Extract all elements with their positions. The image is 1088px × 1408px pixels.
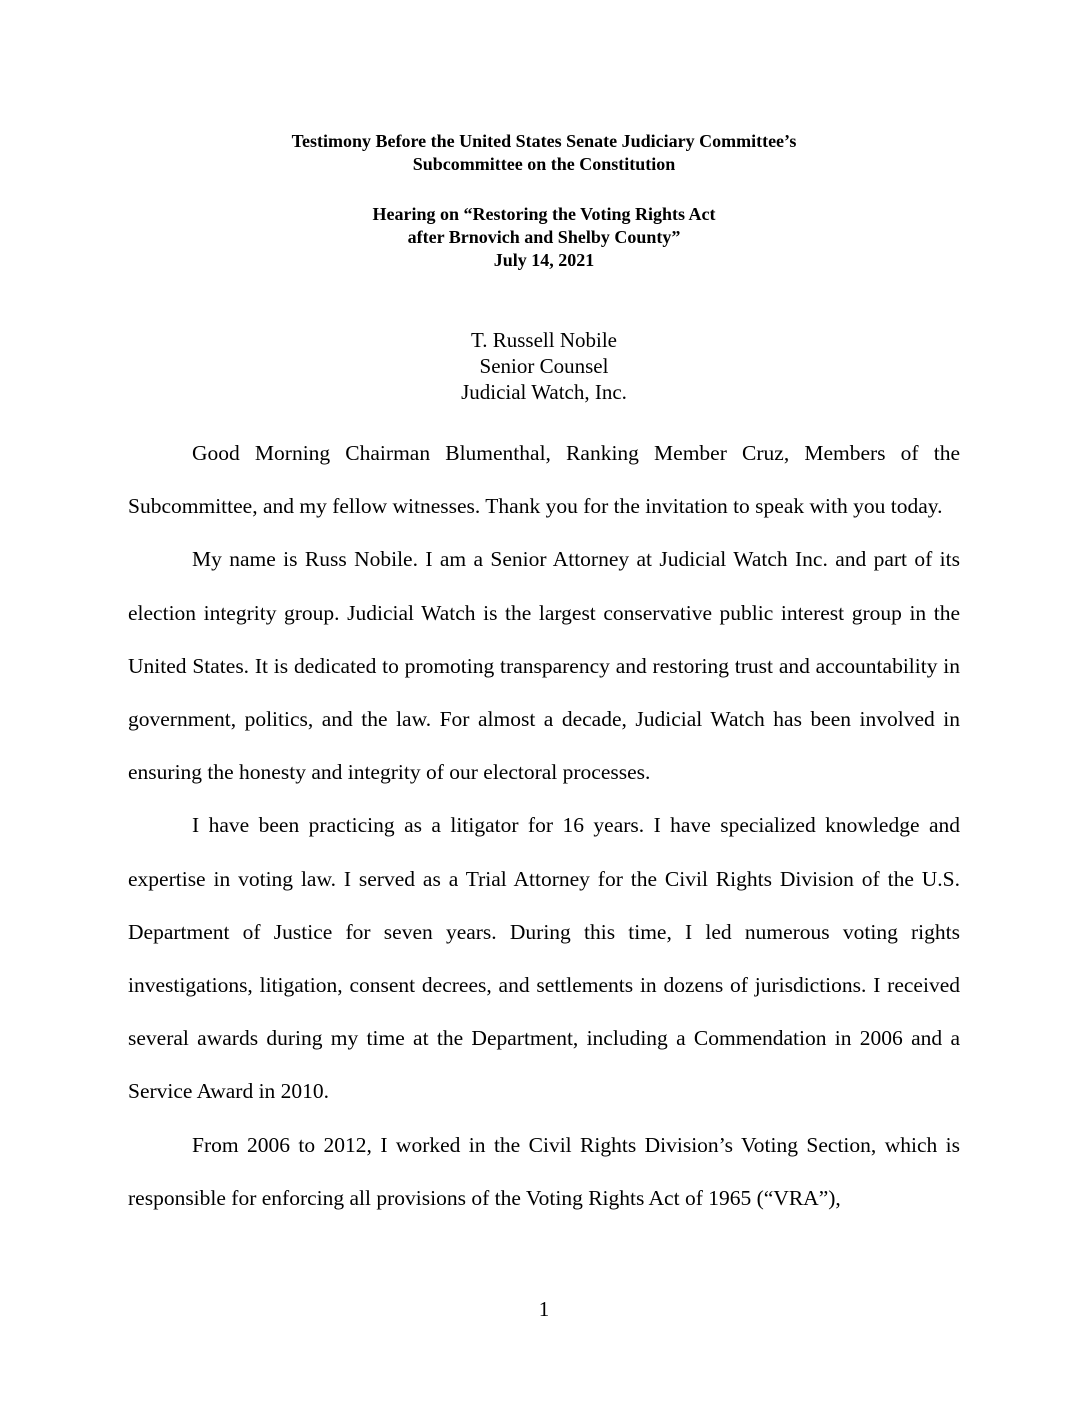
- author-organization: Judicial Watch, Inc.: [461, 380, 627, 404]
- author-position: Senior Counsel: [479, 354, 609, 378]
- hearing-line-2: after Brnovich and Shelby County”: [407, 227, 681, 247]
- hearing-heading: [0, 203, 1088, 272]
- paragraph-voting-section: From 2006 to 2012, I worked in the Civil Rights Division’s Voting Section, which is responsible for enforcing all provisions of the Voting Rights Act of 1965 (“VRA”),: [128, 1132, 960, 1210]
- paragraph-experience: I have been practicing as a litigator for 16 years. I have specialized knowledge and expertise in voting law. I served as a Trial Attorney for the Civil Rights Division of the U.S. Department of Justice for seven years. During this time, I led numerous voting rights investigations, litigation, consent decrees, and settlements in dozens of jurisdictions. I received several awards during my time at the Department, including a Commendation in 2006 and a Service Award in 2010.: [128, 813, 960, 1104]
- page-number: 1: [538, 1297, 550, 1321]
- testimony-body: [128, 427, 960, 1225]
- author-name: T. Russell Nobile: [470, 328, 617, 352]
- title-line-1: Testimony Before the United States Senate Judiciary Committee’s: [291, 131, 797, 151]
- hearing-line-1: Hearing on “Restoring the Voting Rights Act: [372, 204, 716, 224]
- testimony-title: [0, 130, 1088, 176]
- paragraph-greeting: Good Morning Chairman Blumenthal, Ranking Member Cruz, Members of the Subcommittee, and my fellow witnesses. Thank you for the invitation to speak with you today.: [128, 441, 960, 519]
- paragraph-introduction: My name is Russ Nobile. I am a Senior Attorney at Judicial Watch Inc. and part of its election integrity group. Judicial Watch is the largest conservative public interest group in the United States. It is dedicated to promoting transparency and restoring trust and accountability in government, politics, and the law. For almost a decade, Judicial Watch has been involved in ensuring the honesty and integrity of our electoral processes.: [128, 547, 960, 785]
- author-block: [0, 327, 1088, 405]
- hearing-date: July 14, 2021: [493, 250, 595, 270]
- title-line-2: Subcommittee on the Constitution: [412, 154, 676, 174]
